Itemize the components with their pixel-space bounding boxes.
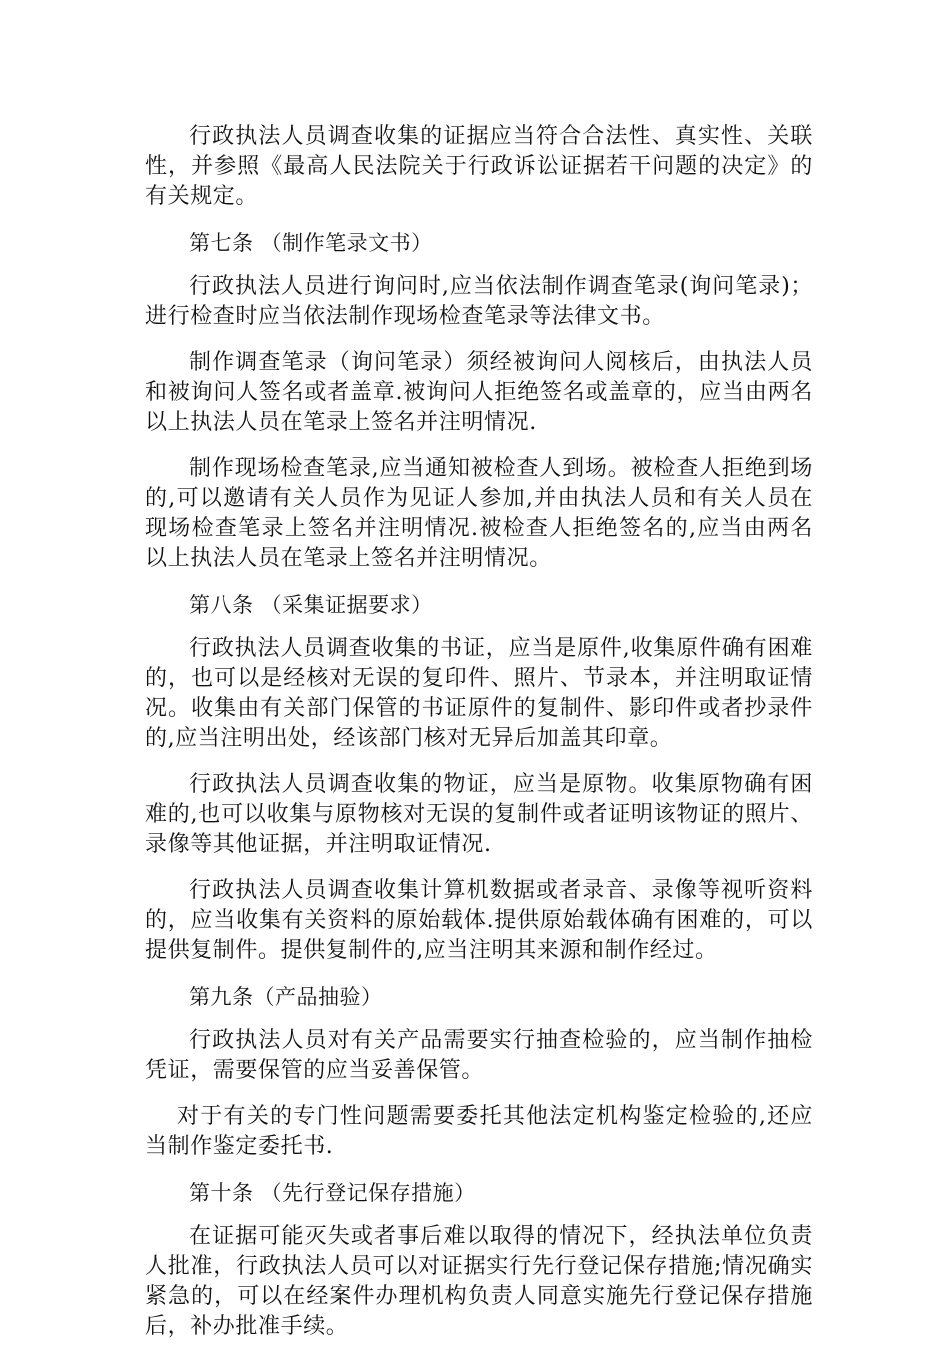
article-7-heading: 第七条 （制作笔录文书） bbox=[189, 231, 433, 255]
paragraph-record-signature: 制作调查笔录（询问笔录）须经被询问人阅核后，由执法人员和被询问人签名或者盖章.被询问人拒绝签名或盖章的，应当由两名以上执法人员在笔录上签名并注明情况. bbox=[145, 350, 813, 435]
article-10-heading: 第十条 （先行登记保存措施） bbox=[189, 1181, 476, 1205]
paragraph-audiovisual-evidence: 行政执法人员调查收集计算机数据或者录音、录像等视听资料的，应当收集有关资料的原始载体.提供原始载体确有困难的，可以提供复制件。提供复制件的,应当注明其来源和制作经过。 bbox=[145, 878, 813, 963]
article-8-heading: 第八条 （采集证据要求） bbox=[189, 593, 433, 617]
paragraph-site-inspection: 制作现场检查笔录,应当通知被检查人到场。被检查人拒绝到场的,可以邀请有关人员作为见证人参加,并由执法人员和有关人员在现场检查笔录上签名并注明情况.被检查人拒绝签名的,应当由两名以上执法人员在笔录上签名并注明情况。 bbox=[145, 456, 813, 571]
paragraph-preservation-measures: 在证据可能灭失或者事后难以取得的情况下，经执法单位负责人批准，行政执法人员可以对证据实行先行登记保存措施;情况确实紧急的，可以在经案件办理机构负责人同意实施先行登记保存措施后，补办批准手续。 bbox=[145, 1224, 813, 1339]
paragraph-product-sampling: 行政执法人员对有关产品需要实行抽查检验的，应当制作抽检凭证，需要保管的应当妥善保管。 bbox=[145, 1028, 813, 1083]
paragraph-appraisal-entrustment: 对于有关的专门性问题需要委托其他法定机构鉴定检验的,还应当制作鉴定委托书. bbox=[145, 1104, 813, 1159]
paragraph-evidence-legality: 行政执法人员调查收集的证据应当符合合法性、真实性、关联性，并参照《最高人民法院关于行政诉讼证据若干问题的决定》的有关规定。 bbox=[145, 124, 813, 209]
article-9-heading: 第九条（产品抽验） bbox=[189, 985, 383, 1009]
paragraph-physical-evidence: 行政执法人员调查收集的物证，应当是原物。收集原物确有困难的,也可以收集与原物核对无误的复制件或者证明该物证的照片、录像等其他证据，并注明取证情况. bbox=[145, 772, 813, 857]
document-page bbox=[145, 122, 813, 1358]
paragraph-documentary-evidence: 行政执法人员调查收集的书证，应当是原件,收集原件确有困难的，也可以是经核对无误的复印件、照片、节录本，并注明取证情况。收集由有关部门保管的书证原件的复制件、影印件或者抄录件的,应当注明出处，经该部门核对无异后加盖其印章。 bbox=[145, 636, 813, 751]
paragraph-inquiry-record: 行政执法人员进行询问时,应当依法制作调查笔录(询问笔录)；进行检查时应当依法制作现场检查笔录等法律文书。 bbox=[145, 274, 813, 329]
